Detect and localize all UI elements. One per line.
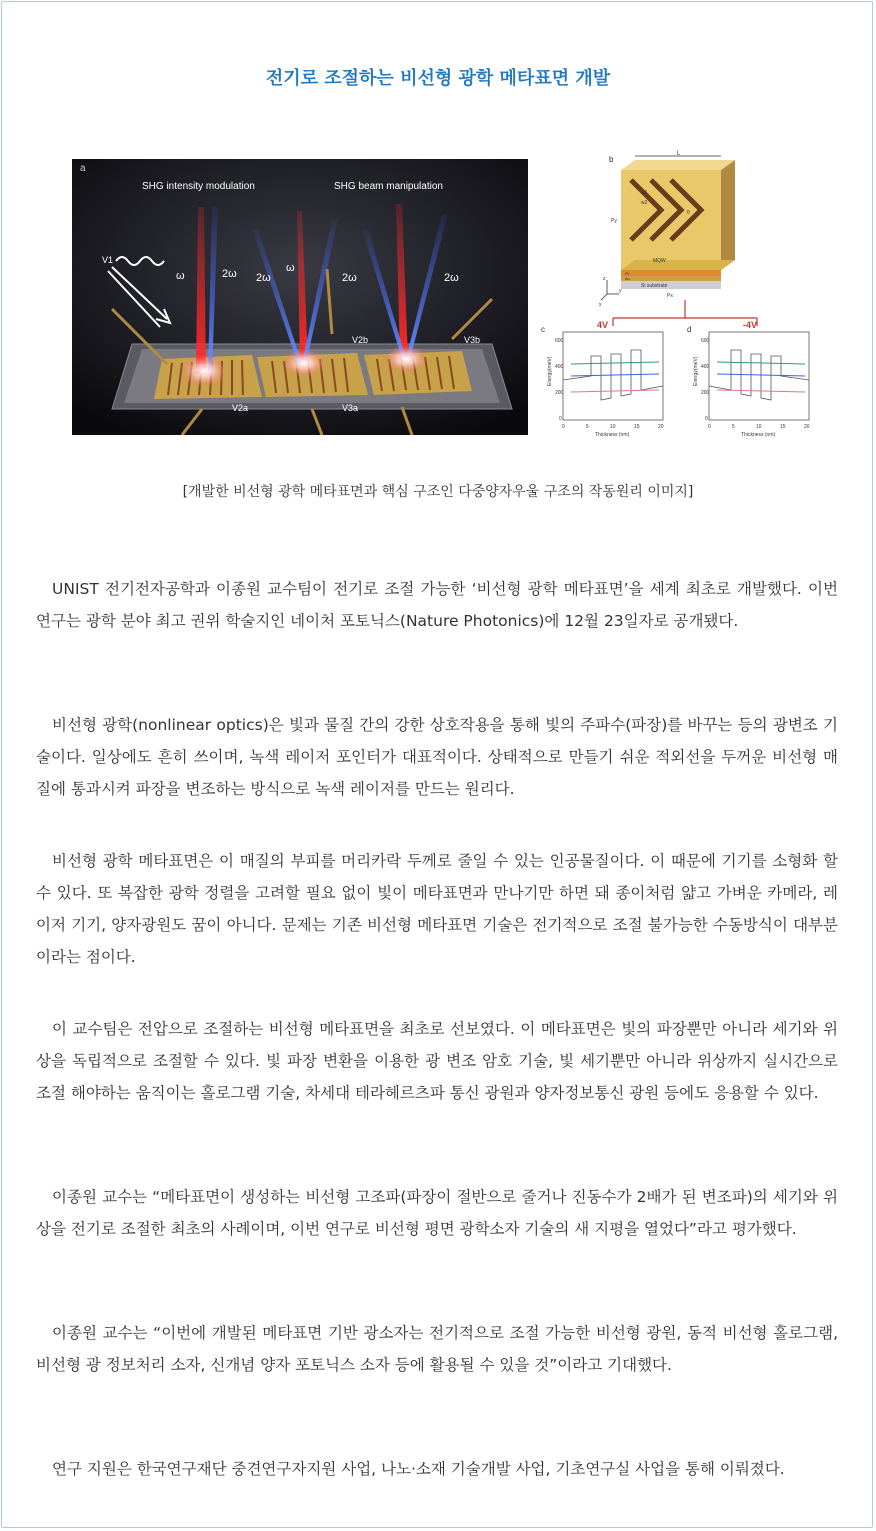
layer-label: MQW [653,258,666,264]
x-tick: 5 [732,424,735,430]
article-title: 전기로 조절하는 비선형 광학 메타표면 개발 [265,68,611,89]
paragraph-7: 연구 지원은 한국연구재단 중견연구자지원 사업, 나노·소재 기술개발 사업, 기초연구실 사업을 통해 이뤄졌다. [52,1460,785,1478]
layer-label: Si substrate [641,283,668,289]
beam-label: ω [176,270,185,282]
panel-a-left-header: SHG intensity modulation [142,181,255,192]
y-axis-label: Energy(meV) [693,356,699,386]
electrode-label: V2b [352,335,369,345]
y-tick: 400 [701,364,710,370]
panel-d-label: d [687,325,692,334]
figure-caption: [개발한 비선형 광학 메타표면과 핵심 구조인 다중양자우울 구조의 작동원리 이미지] [182,484,694,500]
beam-label: 2ω [222,268,237,280]
panel-c-label: c [541,325,545,334]
x-tick: 5 [586,424,589,430]
figure-panel-bcd [541,150,831,440]
paragraph-3: 비선형 광학 메타표면은 이 매질의 부피를 머리카락 두께로 줄일 수 있는 인공물질이다. 이 때문에 기기를 소형화 할 수 있다. 또 복잡한 광학 정렬을 고려할 필요 없이 빛이 메타표면과 만나기만 하면 돼 종이처럼 얇고 가벼운 카메라, 레이저 기기, 양자광원도 꿈이 아니다. 문제는 기존 비선형 메타표면 기술은 전기적으로 조절 불가능한 수동방식이 대부분이라는 점이다. [36,852,838,966]
y-tick: 400 [555,364,564,370]
dimension-label: L [677,151,681,157]
beam-label: 2ω [342,272,357,284]
dimension-label: w1 [641,190,648,196]
beam-label: ω [286,262,295,274]
figure-panel-a [72,159,528,435]
axis-label: y [619,288,622,294]
dimension-label: θ [687,210,690,216]
beam-label: 2ω [256,272,271,284]
x-axis-label: Thickness (nm) [595,432,630,438]
panel-b-label: b [609,155,614,164]
electrode-label: V1 [102,255,114,265]
paragraph-6: 이종원 교수는 “이번에 개발된 메타표면 기반 광소자는 전기적으로 조절 가능한 비선형 광원, 동적 비선형 홀로그램, 비선형 광 정보처리 소자, 신개념 양자 포토닉스 소자 등에 활용될 수 있을 것”이라고 기대했다. [36,1324,838,1374]
x-tick: 15 [780,424,786,430]
electrode-label: V2a [232,403,249,413]
paragraph-4: 이 교수팀은 전압으로 조절하는 비선형 메타표면을 최초로 선보였다. 이 메타표면은 빛의 파장뿐만 아니라 세기와 위상을 독립적으로 조절할 수 있다. 빛 파장 변환을 이용한 광 변조 암호 기술, 빛 세기뿐만 아니라 위상까지 실시간으로 조절 해야하는 움직이는 홀로그램 기술, 차세대 테라헤르츠파 통신 광원과 양자정보통신 광원 등에도 응용할 수 있다. [36,1020,838,1102]
y-tick: 0 [705,416,708,422]
x-tick: 0 [708,424,711,430]
y-tick: 0 [559,416,562,422]
panel-a-label: a [80,163,86,174]
layer-label: Pt [625,271,629,276]
x-axis-label: Thickness (nm) [741,432,776,438]
panel-c-voltage: 4V [597,320,609,330]
beam-label: 2ω [444,272,459,284]
y-tick: 600 [701,338,710,344]
paragraph-5: 이종원 교수는 “메타표면이 생성하는 비선형 고조파(파장이 절반으로 줄거나 진동수가 2배가 된 변조파)의 세기와 위상을 전기로 조절한 최초의 사례이며, 이번 연구로 비선형 평면 광학소자 기술의 새 지평을 열었다”라고 평가했다. [36,1188,838,1238]
axes-icon [601,280,619,300]
dimension-label: Py [611,218,617,224]
panel-a-right-header: SHG beam manipulation [334,181,443,192]
paragraph-2: 비선형 광학(nonlinear optics)은 빛과 물질 간의 강한 상호작용을 통해 빛의 주파수(파장)를 바꾸는 등의 광변조 기술이다. 일상에도 흔히 쓰이며, 녹색 레이저 포인터가 대표적이다. 상태적으로 만들기 쉬운 적외선을 두꺼운 비선형 매질에 통과시켜 파장을 변조하는 방식으로 녹색 레이저를 만드는 원리다. [36,716,838,798]
axis-label: z [603,276,606,282]
metasurface-illustration [72,159,528,435]
electrode-label: V3a [342,403,359,413]
dimension-label: w2 [641,200,648,206]
x-tick: 0 [562,424,565,430]
y-tick: 200 [555,390,564,396]
x-tick: 20 [658,424,664,430]
electrode-label: V3b [464,335,481,345]
x-tick: 10 [756,424,762,430]
y-axis-label: Energy(meV) [547,356,553,386]
x-tick: 15 [634,424,640,430]
x-tick: 20 [804,424,810,430]
y-tick: 600 [555,338,564,344]
axis-label: x [599,302,602,308]
dimension-label: Px [667,293,673,299]
layer-label: Au [625,276,630,281]
y-tick: 200 [701,390,710,396]
x-tick: 10 [610,424,616,430]
mqw-structure-diagram [541,150,831,440]
paragraph-1: UNIST 전기전자공학과 이종원 교수팀이 전기로 조절 가능한 ‘비선형 광학 메타표면’을 세계 최초로 개발했다. 이번 연구는 광학 분야 최고 권위 학술지인 네이처 포토닉스(Nature Photonics)에 12월 23일자로 공개됐다. [36,580,838,630]
panel-d-voltage: -4V [743,320,758,330]
